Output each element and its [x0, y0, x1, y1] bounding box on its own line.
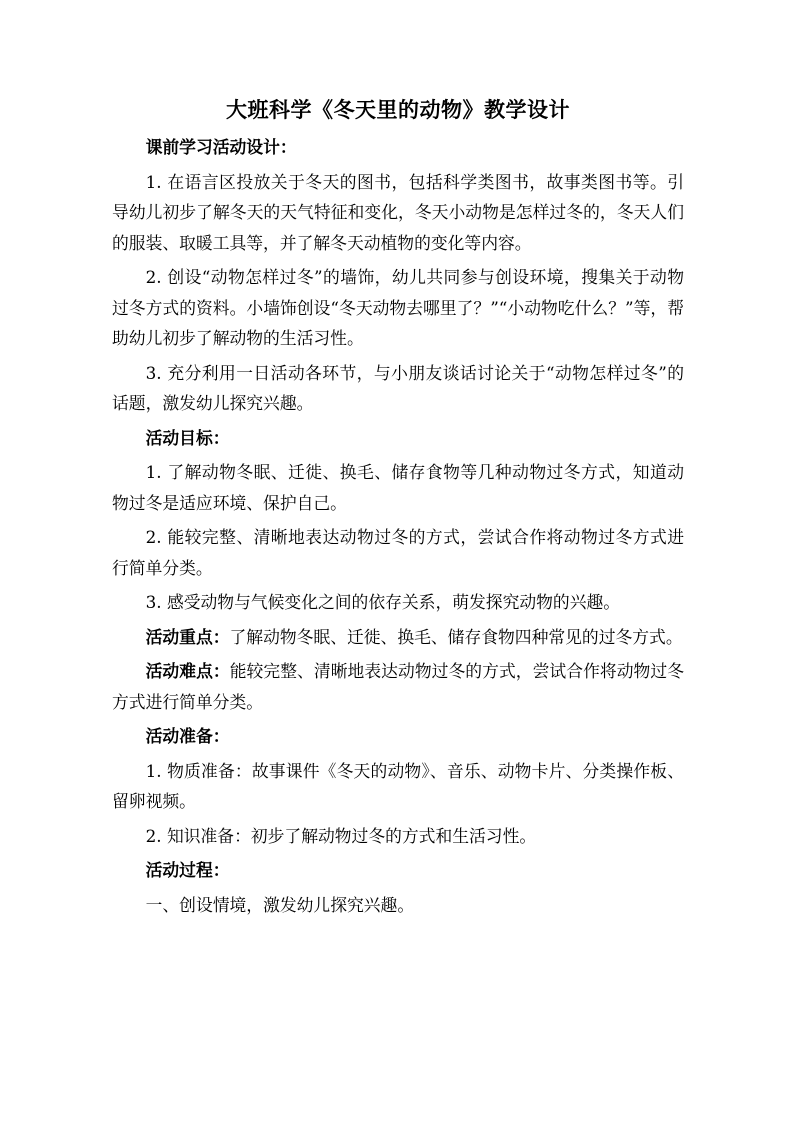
goal-item-1: 1. 了解动物冬眠、迁徙、换毛、储存食物等几种动物过冬方式，知道动物过冬是适应环境、保护自己。	[112, 462, 684, 513]
preparation-item-1: 1. 物质准备：故事课件《冬天的动物》、音乐、动物卡片、分类操作板、留卵视频。	[112, 760, 684, 811]
pre-activity-item-3: 3. 充分利用一日活动各环节，与小朋友谈话讨论关于“动物怎样过冬”的话题，激发幼儿探究兴趣。	[112, 362, 684, 413]
document-title: 大班科学《冬天里的动物》教学设计	[226, 97, 570, 122]
difficulty-label: 活动难点：	[145, 661, 230, 681]
difficulty-text: 能较完整、清晰地表达动物过冬的方式，尝试合作将动物过冬方式进行简单分类。	[112, 661, 684, 712]
pre-activity-heading: 课前学习活动设计：	[145, 137, 297, 157]
goals-heading: 活动目标：	[145, 427, 230, 448]
process-item-1: 一、创设情境，激发幼儿探究兴趣。	[145, 894, 415, 915]
goal-item-3: 3. 感受动物与气候变化之间的依存关系，萌发探究动物的兴趣。	[145, 592, 621, 612]
key-point-text: 了解动物冬眠、迁徙、换毛、储存食物四种常见的过冬方式。	[229, 626, 683, 647]
key-point-label: 活动重点：	[145, 626, 230, 647]
difficulty-paragraph	[112, 656, 684, 717]
preparation-item-2: 2. 知识准备：初步了解动物过冬的方式和生活习性。	[145, 825, 537, 846]
key-point-paragraph	[112, 622, 684, 653]
document-page	[112, 96, 684, 924]
pre-activity-item-1: 1. 在语言区投放关于冬天的图书，包括科学类图书，故事类图书等。引导幼儿初步了解冬天的天气特征和变化，冬天小动物是怎样过冬的，冬天人们的服装、取暖工具等，并了解冬天动植物的变化等内容。	[112, 171, 684, 253]
pre-activity-item-2: 2. 创设“动物怎样过冬”的墙饰，幼儿共同参与创设环境，搜集关于动物过冬方式的资料。小墙饰创设“冬天动物去哪里了？”“小动物吃什么？”等，帮助幼儿初步了解动物的生活习性。	[112, 267, 684, 348]
preparation-heading: 活动准备：	[145, 726, 230, 746]
goal-item-2: 2. 能较完整、清晰地表达动物过冬的方式，尝试合作将动物过冬方式进行简单分类。	[112, 527, 684, 578]
process-heading: 活动过程：	[145, 860, 230, 880]
